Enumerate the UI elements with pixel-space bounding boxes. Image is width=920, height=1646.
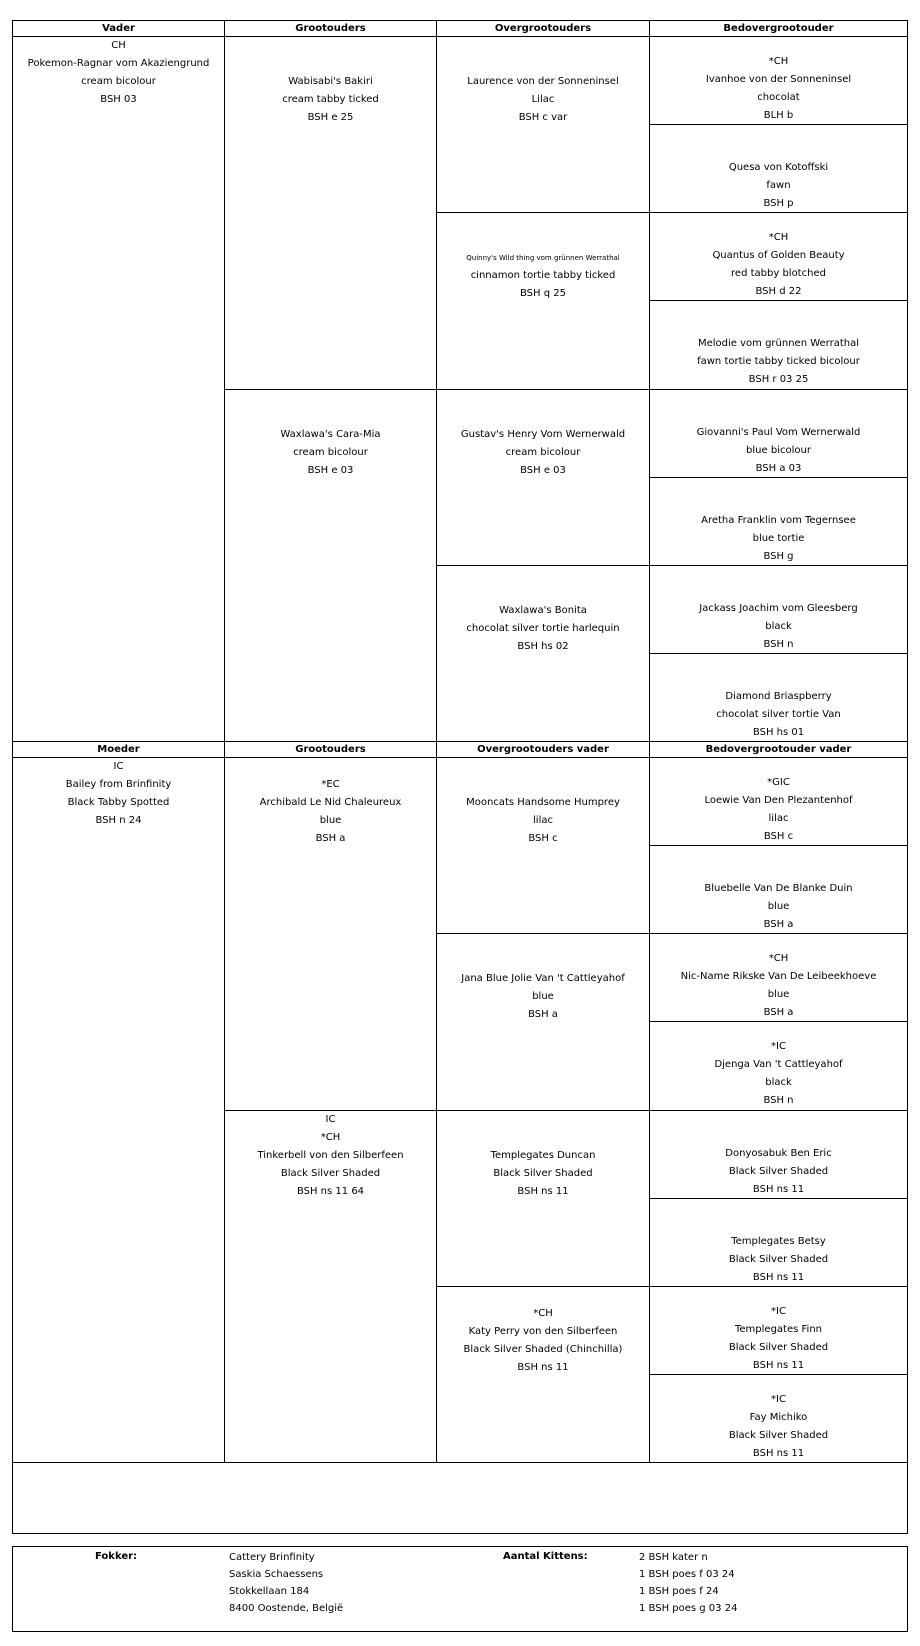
- pedigree-text-line: red tabby blotched: [731, 268, 826, 280]
- pedigree-text-line: Bailey from Brinfinity: [65, 779, 172, 790]
- great-grandparent-cell: [437, 566, 650, 742]
- pedigree-text-line: BSH a: [763, 1007, 794, 1019]
- pedigree-text-line: BSH hs 01: [752, 726, 805, 738]
- great-grandparent-cell: [437, 934, 650, 1110]
- pedigree-text-line: IC: [113, 761, 124, 772]
- great-great-grandparent-cell: [650, 1111, 907, 1199]
- pedigree-text-line: lilac: [533, 815, 553, 826]
- great-great-grandparent-cell: [650, 37, 907, 125]
- pedigree-text-line: Templegates Betsy: [731, 1235, 826, 1247]
- pedigree-text-line: BSH n: [763, 638, 794, 650]
- pedigree-text-line: blue: [319, 815, 342, 826]
- pedigree-text-line: BSH c: [763, 831, 794, 842]
- pedigree-text-line: Mooncats Handsome Humprey: [466, 797, 620, 808]
- grandparent-cell: [225, 37, 437, 390]
- great-great-grandparent-cell: [650, 125, 907, 213]
- great-great-grandparent-cell: [650, 934, 907, 1022]
- breeder-line: Saskia Schaessens: [229, 1569, 324, 1580]
- pedigree-text-line: Nic-Name Rikske Van De Leibeekhoeve: [680, 971, 877, 983]
- pedigree-text-line: BSH a: [315, 833, 346, 844]
- pedigree-text-line: blue: [767, 989, 790, 1001]
- great-great-grandparent-cell: [650, 1199, 907, 1287]
- kittens-list: [639, 1549, 737, 1617]
- pedigree-text-line: Black Silver Shaded (Chinchilla): [463, 1343, 623, 1355]
- pedigree-text-line: BSH n: [763, 1095, 794, 1107]
- pedigree-text-line: Ivanhoe von der Sonneninsel: [705, 74, 852, 85]
- great-grandparent-cell: [437, 1111, 650, 1287]
- pedigree-text-line: *IC: [771, 1041, 786, 1053]
- pedigree-text-line: BSH ns 11: [752, 1447, 805, 1459]
- pedigree-text-line: BSH r 03 25: [748, 374, 809, 386]
- pedigree-text-line: Black Silver Shaded: [493, 1167, 593, 1179]
- pedigree-text-line: BSH e 03: [307, 464, 354, 476]
- pedigree-text-line: BSH a: [528, 1009, 558, 1021]
- pedigree-text-line: *CH: [768, 56, 789, 67]
- pedigree-text-line: blue: [532, 991, 554, 1003]
- pedigree-text-line: BSH n 24: [95, 815, 142, 826]
- great-great-grandparent-cell: [650, 566, 907, 654]
- pedigree-text-line: Black Silver Shaded: [728, 1429, 829, 1441]
- pedigree-text-line: Tinkerbell von den Silberfeen: [257, 1149, 404, 1161]
- column-header: Moeder: [13, 742, 225, 758]
- column-header: Grootouders: [225, 742, 437, 758]
- pedigree-text-line: BSH g: [763, 550, 794, 562]
- column-header: Bedovergrootouder: [650, 21, 907, 37]
- pedigree-text-line: *IC: [771, 1305, 786, 1317]
- column-header: Vader: [13, 21, 225, 37]
- kitten-line: 2 BSH kater n: [639, 1552, 708, 1563]
- pedigree-text-line: Melodie vom grünnen Werrathal: [697, 338, 860, 350]
- pedigree-text-line: Wabisabi's Bakiri: [288, 76, 373, 87]
- pedigree-text-line: BSH d 22: [755, 286, 802, 298]
- great-great-grandparent-cell: [650, 390, 907, 478]
- pedigree-text-line: Aretha Franklin vom Tegernsee: [701, 514, 856, 526]
- grandparent-cell: [225, 390, 437, 743]
- column-header: Overgrootouders vader: [437, 742, 650, 758]
- kitten-line: 1 BSH poes f 24: [639, 1586, 719, 1597]
- pedigree-text-line: Bluebelle Van De Blanke Duin: [704, 883, 853, 895]
- pedigree-text-line: BSH e 03: [520, 464, 566, 476]
- grandparent-cell: [225, 758, 437, 1111]
- pedigree-text-line: BSH c var: [518, 112, 568, 123]
- column-header: Overgrootouders: [437, 21, 650, 37]
- pedigree-text-line: blue bicolour: [746, 444, 811, 456]
- pedigree-text-line: lilac: [768, 813, 789, 824]
- kittens-label: Aantal Kittens:: [503, 1551, 588, 1562]
- pedigree-text-line: Pokemon-Ragnar vom Akaziengrund: [27, 58, 210, 69]
- pedigree-text-line: BSH ns 11: [752, 1271, 805, 1283]
- pedigree-text-line: *CH: [768, 953, 789, 965]
- pedigree-text-line: Waxlawa's Cara-Mia: [280, 428, 381, 440]
- pedigree-text-line: Jana Blue Jolie Van 't Cattleyahof: [461, 973, 625, 985]
- pedigree-text-line: chocolat: [757, 92, 800, 103]
- pedigree-table: [12, 20, 908, 1534]
- breeder-line: Cattery Brinfinity: [229, 1552, 315, 1563]
- pedigree-text-line: Quesa von Kotoffski: [728, 162, 829, 174]
- pedigree-text-line: Loewie Van Den Plezantenhof: [704, 795, 853, 806]
- pedigree-text-line: Diamond Briaspberry: [725, 690, 832, 702]
- pedigree-text-line: BSH ns 11: [752, 1359, 805, 1371]
- pedigree-text-line: chocolat silver tortie Van: [716, 708, 841, 720]
- pedigree-text-line: BSH q 25: [520, 288, 566, 300]
- breeder-info-box: [12, 1546, 908, 1632]
- breeder-label: Fokker:: [95, 1551, 138, 1562]
- column-header: Grootouders: [225, 21, 437, 37]
- pedigree-text-line: BSH a 03: [755, 462, 802, 474]
- pedigree-text-line: Katy Perry von den Silberfeen: [468, 1325, 618, 1337]
- pedigree-text-line: black: [765, 1077, 792, 1089]
- grandparent-cell: [225, 1111, 437, 1464]
- pedigree-text-line: BSH e 25: [307, 112, 354, 123]
- pedigree-text-line: cream bicolour: [293, 446, 368, 458]
- breeder-line: 8400 Oostende, België: [229, 1603, 344, 1614]
- column-header: Bedovergrootouder vader: [650, 742, 907, 758]
- great-great-grandparent-cell: [650, 654, 907, 742]
- pedigree-text-line: chocolat silver tortie harlequin: [466, 622, 620, 634]
- pedigree-text-line: cinnamon tortie tabby ticked: [470, 270, 616, 282]
- pedigree-text-line: BSH ns 11: [752, 1183, 805, 1195]
- pedigree-text-line: BSH p: [763, 198, 794, 210]
- pedigree-text-line: Djenga Van 't Cattleyahof: [714, 1059, 843, 1071]
- pedigree-text-line: Donyosabuk Ben Eric: [725, 1147, 832, 1159]
- pedigree-text-line: BSH ns 11 64: [296, 1185, 365, 1197]
- pedigree-text-line: blue: [767, 901, 790, 913]
- great-great-grandparent-cell: [650, 758, 907, 846]
- breeder-line: Stokkellaan 184: [229, 1586, 310, 1597]
- great-great-grandparent-cell: [650, 846, 907, 934]
- pedigree-text-line: cream bicolour: [505, 446, 581, 458]
- pedigree-text-line: CH: [111, 40, 126, 51]
- pedigree-text-line: IC: [325, 1113, 336, 1125]
- pedigree-text-line: Archibald Le Nid Chaleureux: [259, 797, 402, 808]
- pedigree-text-line: BSH a: [763, 919, 794, 931]
- pedigree-text-line: Black Silver Shaded: [280, 1167, 381, 1179]
- pedigree-text-line: black: [765, 620, 792, 632]
- pedigree-text-line: *CH: [768, 232, 789, 244]
- great-grandparent-cell: [437, 390, 650, 566]
- great-great-grandparent-cell: [650, 1022, 907, 1110]
- pedigree-text-line: BSH c: [528, 833, 558, 844]
- pedigree-text-line: cream bicolour: [81, 76, 156, 87]
- pedigree-text-line: Gustav's Henry Vom Wernerwald: [460, 428, 626, 440]
- pedigree-text-line: *CH: [320, 1131, 341, 1143]
- great-grandparent-cell: [437, 758, 650, 934]
- pedigree-text-line: Laurence von der Sonneninsel: [467, 76, 619, 87]
- pedigree-text-line: *EC: [321, 779, 340, 790]
- pedigree-text-line: Black Silver Shaded: [728, 1253, 829, 1265]
- pedigree-text-line: Giovanni's Paul Vom Wernerwald: [696, 426, 861, 438]
- pedigree-text-line: BSH 03: [100, 94, 137, 105]
- pedigree-text-line: cream tabby ticked: [282, 94, 379, 105]
- pedigree-text-line: Templegates Finn: [735, 1323, 822, 1335]
- great-great-grandparent-cell: [650, 1375, 907, 1463]
- great-grandparent-cell: [437, 1287, 650, 1463]
- pedigree-text-line: Black Tabby Spotted: [67, 797, 170, 808]
- pedigree-text-line: BSH hs 02: [517, 640, 569, 652]
- pedigree-text-line: *IC: [771, 1393, 786, 1405]
- pedigree-text-line: Templegates Duncan: [490, 1149, 596, 1161]
- pedigree-text-line: Jackass Joachim vom Gleesberg: [699, 602, 858, 614]
- great-great-grandparent-cell: [650, 478, 907, 566]
- pedigree-text-line: fawn tortie tabby ticked bicolour: [697, 356, 860, 368]
- pedigree-text-line: Black Silver Shaded: [728, 1341, 829, 1353]
- pedigree-text-line: fawn: [766, 180, 791, 192]
- pedigree-text-line: Quantus of Golden Beauty: [712, 250, 845, 262]
- pedigree-text-line: *CH: [533, 1307, 553, 1319]
- kitten-line: 1 BSH poes f 03 24: [639, 1569, 735, 1580]
- pedigree-text-line: blue tortie: [752, 532, 805, 544]
- pedigree-text-line: Waxlawa's Bonita: [499, 604, 587, 616]
- great-great-grandparent-cell: [650, 1287, 907, 1375]
- pedigree-text-line: BLH b: [763, 110, 794, 121]
- pedigree-text-line: Lilac: [531, 94, 555, 105]
- pedigree-text-line: Quinny's Wild thing vom grünnen Werrathal: [466, 254, 620, 263]
- pedigree-text-line: BSH ns 11: [517, 1185, 569, 1197]
- parent-cell: [13, 37, 225, 742]
- pedigree-text-line: BSH ns 11: [517, 1361, 569, 1373]
- kitten-line: 1 BSH poes g 03 24: [639, 1603, 738, 1614]
- great-grandparent-cell: [437, 37, 650, 213]
- pedigree-text-line: *GIC: [767, 777, 790, 788]
- pedigree-text-line: Fay Michiko: [749, 1411, 808, 1423]
- great-great-grandparent-cell: [650, 301, 907, 389]
- pedigree-text-line: Black Silver Shaded: [728, 1165, 829, 1177]
- breeder-details: [229, 1549, 343, 1617]
- great-great-grandparent-cell: [650, 213, 907, 301]
- great-grandparent-cell: [437, 213, 650, 389]
- parent-cell: [13, 758, 225, 1463]
